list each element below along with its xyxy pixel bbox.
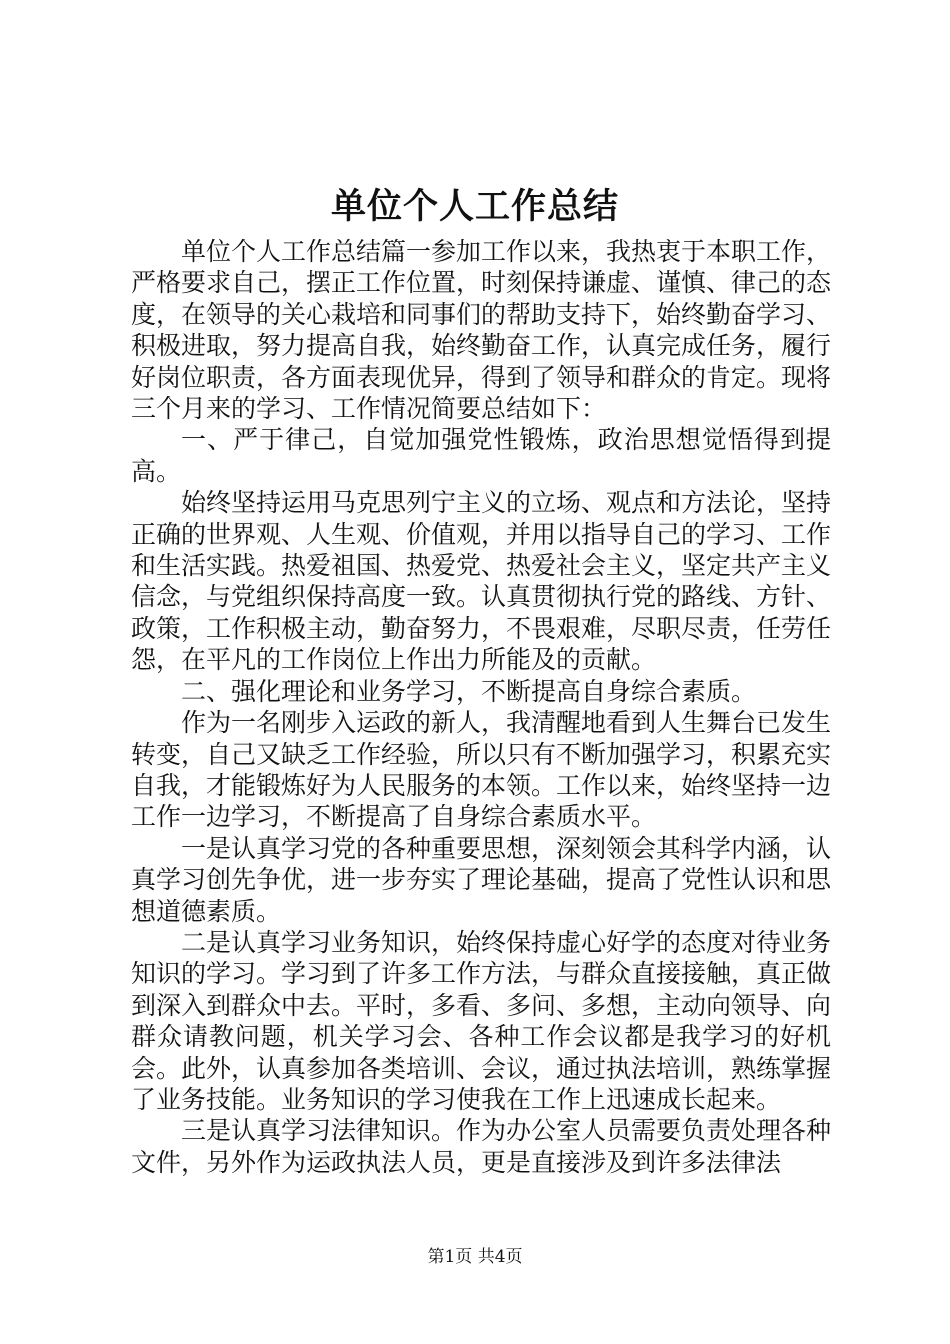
paragraph: 三是认真学习法律知识。作为办公室人员需要负责处理各种文件，另外作为运政执法人员，更是直接涉及到许多法律法 <box>131 1116 832 1177</box>
paragraph: 单位个人工作总结篇一参加工作以来，我热衷于本职工作，严格要求自己，摆正工作位置，时刻保持谦虚、谨慎、律己的态度，在领导的关心栽培和同事们的帮助支持下，始终勤奋学习、积极进取，努力提高自我，始终勤奋工作，认真完成任务，履行好岗位职责，各方面表现优异，得到了领导和群众的肯定。现将三个月来的学习、工作情况简要总结如下： <box>131 237 832 424</box>
paragraph: 一是认真学习党的各种重要思想，深刻领会其科学内涵，认真学习创先争优，进一步夯实了理论基础，提高了党性认识和思想道德素质。 <box>131 833 832 926</box>
document-title: 单位个人工作总结 <box>330 186 619 227</box>
page-number: 第1页 共4页 <box>427 1247 523 1267</box>
section-heading: 二、强化理论和业务学习，不断提高自身综合素质。 <box>181 676 757 706</box>
section-heading: 一、严于律己，自觉加强党性锻炼，政治思想觉悟得到提高。 <box>131 425 831 486</box>
paragraph: 作为一名刚步入运政的新人，我清醒地看到人生舞台已发生转变，自己又缺乏工作经验，所以只有不断加强学习，积累充实自我，才能锻炼好为人民服务的本领。工作以来，始终坚持一边工作一边学习，不断提高了自身综合素质水平。 <box>131 708 832 832</box>
document-body <box>131 236 831 1178</box>
paragraph: 始终坚持运用马克思列宁主义的立场、观点和方法论，坚持正确的世界观、人生观、价值观，并用以指导自己的学习、工作和生活实践。热爱祖国、热爱党、热爱社会主义，坚定共产主义信念，与党组织保持高度一致。认真贯彻执行党的路线、方针、政策，工作积极主动，勤奋努力，不畏艰难，尽职尽责，任劳任怨，在平凡的工作岗位上作出力所能及的贡献。 <box>131 488 832 675</box>
paragraph: 二是认真学习业务知识，始终保持虚心好学的态度对待业务知识的学习。学习到了许多工作方法，与群众直接接触，真正做到深入到群众中去。平时，多看、多问、多想，主动向领导、向群众请教问题，机关学习会、各种工作会议都是我学习的好机会。此外，认真参加各类培训、会议，通过执法培训，熟练掌握了业务技能。业务知识的学习使我在工作上迅速成长起来。 <box>131 927 832 1114</box>
